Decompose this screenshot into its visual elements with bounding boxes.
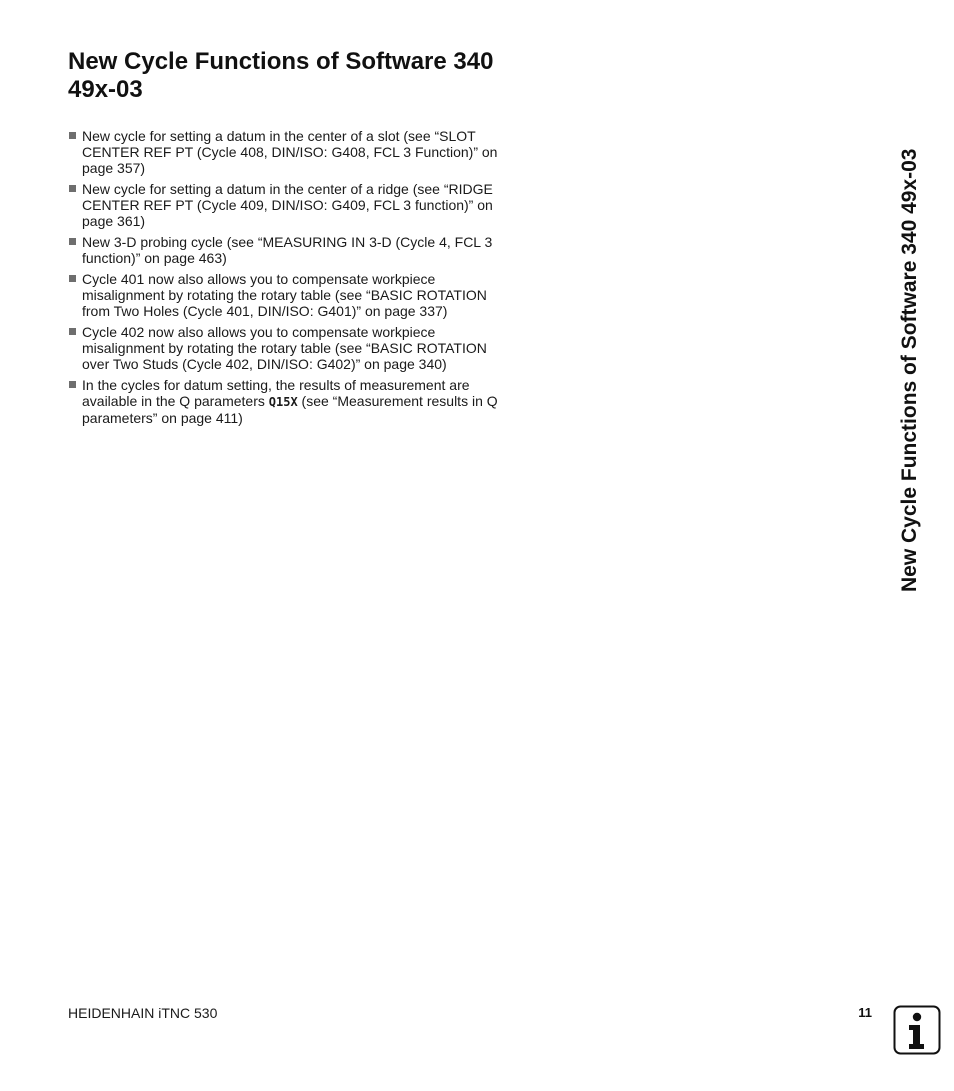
list-item-text-start: In the cycles for datum setting, the results of measurement are available in the Q parameters [82,377,470,409]
list-item-text: Cycle 401 now also allows you to compensate workpiece misalignment by rotating the rotary table (see “BASIC ROTATION from Two Holes (Cycle 401, DIN/ISO: G401)” on page 337) [82,271,487,319]
list-item [68,377,516,426]
page-number: 11 [858,1005,872,1020]
list-item [68,181,516,229]
feature-list [68,128,516,431]
manual-name: HEIDENHAIN iTNC 530 [68,1005,218,1021]
square-bullet-icon [69,275,76,282]
list-item [68,324,516,372]
page-title: New Cycle Functions of Software 340 49x-03 [68,48,494,103]
list-item-text: New cycle for setting a datum in the center of a ridge (see “RIDGE CENTER REF PT (Cycle 409, DIN/ISO: G409, FCL 3 function)” on page 361) [82,181,493,229]
side-running-title: New Cycle Functions of Software 340 49x-03 [898,148,921,592]
square-bullet-icon [69,185,76,192]
list-item [68,128,516,176]
list-item [68,271,516,319]
info-icon [893,1005,941,1055]
square-bullet-icon [69,328,76,335]
square-bullet-icon [69,381,76,388]
list-item-text: New 3-D probing cycle (see “MEASURING IN 3-D (Cycle 4, FCL 3 function)” on page 463) [82,234,493,266]
square-bullet-icon [69,238,76,245]
list-item-text-end: (see “Measurement results in Q parameters” on page 411) [82,393,498,426]
list-item-text: New cycle for setting a datum in the center of a slot (see “SLOT CENTER REF PT (Cycle 408, DIN/ISO: G408, FCL 3 Function)” on page 357) [82,128,498,176]
list-item [68,234,516,266]
q-parameter-code: Q15X [268,395,298,409]
square-bullet-icon [69,132,76,139]
list-item-text [82,377,498,426]
list-item-text: Cycle 402 now also allows you to compensate workpiece misalignment by rotating the rotary table (see “BASIC ROTATION over Two Studs (Cycle 402, DIN/ISO: G402)” on page 340) [82,324,487,372]
